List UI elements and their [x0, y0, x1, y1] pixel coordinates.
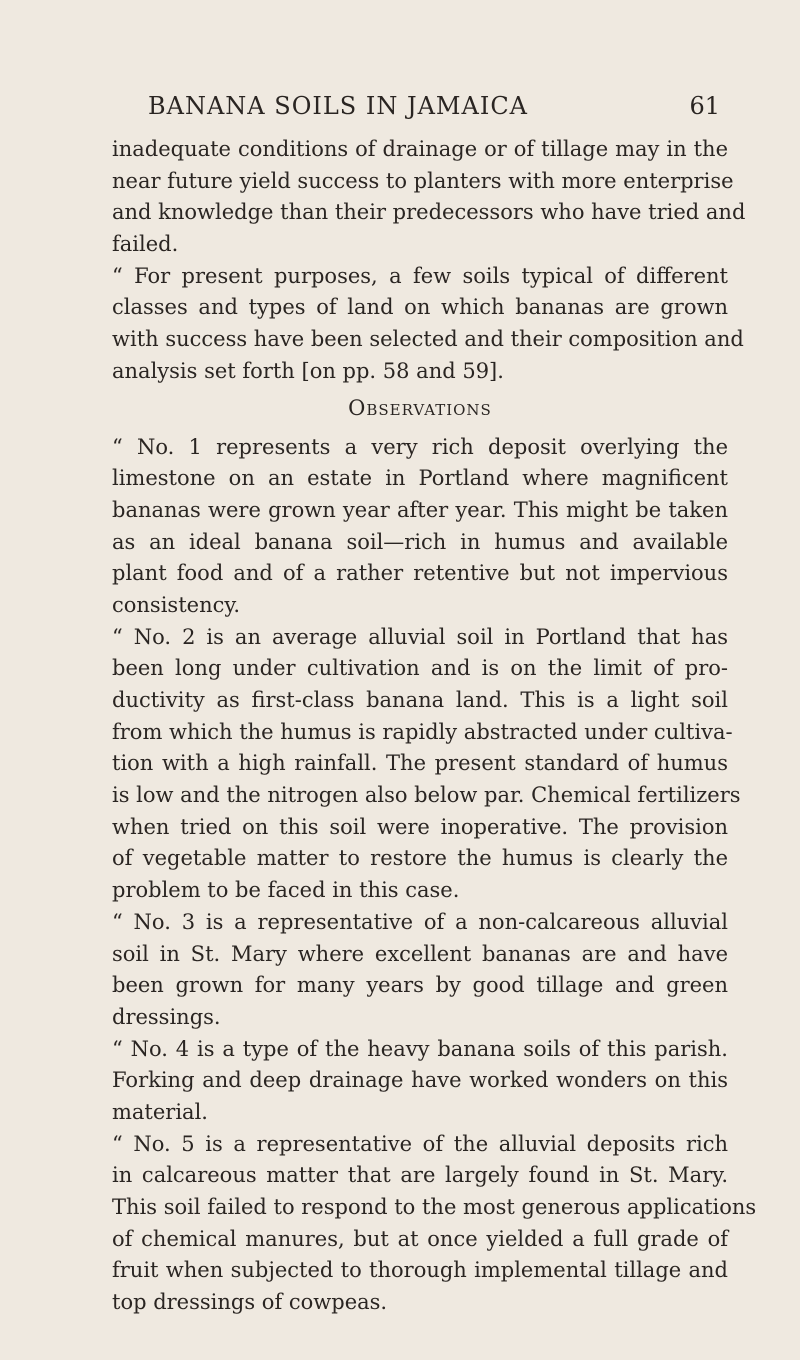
text-line: in calcareous matter that are largely found in St. Mary. — [112, 1163, 728, 1188]
text-line: from which the humus is rapidly abstracted under cultiva- — [112, 719, 733, 744]
text-line: dressings. — [112, 1004, 221, 1029]
text-line: ductivity as first-class banana land. This is a light soil — [112, 688, 728, 712]
text-line: is low and the nitrogen also below par. Chemical fertilizers — [112, 783, 741, 808]
running-title: BANANA SOILS IN JAMAICA — [148, 92, 529, 120]
text-line: fruit when subjected to thorough implemental tillage and — [112, 1258, 728, 1283]
text-line: of chemical manures, but at once yielded a full grade of — [112, 1226, 728, 1251]
text-line: “ No. 5 is a representative of the alluvial deposits rich — [112, 1131, 728, 1156]
text-line: classes and types of land on which bananas are grown — [112, 295, 728, 320]
text-line: near future yield success to planters with more enterprise — [112, 168, 734, 193]
text-line: when tried on this soil were inoperative. The provision — [112, 814, 728, 839]
text-line: top dressings of cowpeas. — [112, 1290, 388, 1315]
text-line: inadequate conditions of drainage or of tillage may in the — [112, 137, 728, 161]
observation-paragraph — [112, 622, 741, 907]
section-heading: Observations — [348, 395, 492, 420]
page-header — [148, 88, 720, 124]
text-line: been long under cultivation and is on the limit of pro- — [112, 656, 728, 681]
text-line: material. — [112, 1099, 208, 1124]
text-line: “ No. 3 is a representative of a non-calcareous alluvial — [112, 909, 728, 934]
text-line: and knowledge than their predecessors who have tried and — [112, 200, 746, 225]
text-line: plant food and of a rather retentive but not impervious — [112, 561, 728, 586]
text-line: “ For present purposes, a few soils typical of different — [112, 263, 728, 288]
text-line: as an ideal banana soil—rich in humus and available — [112, 529, 728, 554]
observation-paragraph — [112, 1034, 728, 1129]
text-line: bananas were grown year after year. This might be taken — [112, 497, 728, 522]
text-line: of vegetable matter to restore the humus is clearly the — [112, 846, 728, 871]
text-line: limestone on an estate in Portland where magnificent — [112, 466, 728, 491]
text-line: been grown for many years by good tillage and green — [112, 973, 728, 998]
paragraph — [112, 261, 744, 388]
text-line: problem to be faced in this case. — [112, 878, 460, 903]
body-text — [112, 134, 757, 1319]
text-line: This soil failed to respond to the most generous applications — [112, 1195, 757, 1219]
text-line: consistency. — [112, 592, 241, 617]
text-line: analysis set forth [on pp. 58 and 59]. — [112, 358, 504, 383]
paragraph — [112, 134, 746, 261]
text-line: tion with a high rainfall. The present standard of humus — [112, 751, 728, 776]
observation-paragraph — [112, 432, 728, 622]
page-number: 61 — [689, 92, 720, 120]
text-line: “ No. 4 is a type of the heavy banana soils of this parish. — [112, 1036, 728, 1061]
observation-paragraph — [112, 907, 728, 1034]
text-line: failed. — [112, 232, 179, 257]
text-line: Forking and deep drainage have worked wonders on this — [112, 1068, 728, 1093]
text-line: “ No. 1 represents a very rich deposit overlying the — [112, 434, 728, 459]
text-line: “ No. 2 is an average alluvial soil in Portland that has — [112, 624, 728, 649]
observation-paragraph — [112, 1129, 757, 1319]
text-line: with success have been selected and their composition and — [112, 327, 744, 352]
text-line: soil in St. Mary where excellent bananas are and have — [112, 941, 728, 966]
